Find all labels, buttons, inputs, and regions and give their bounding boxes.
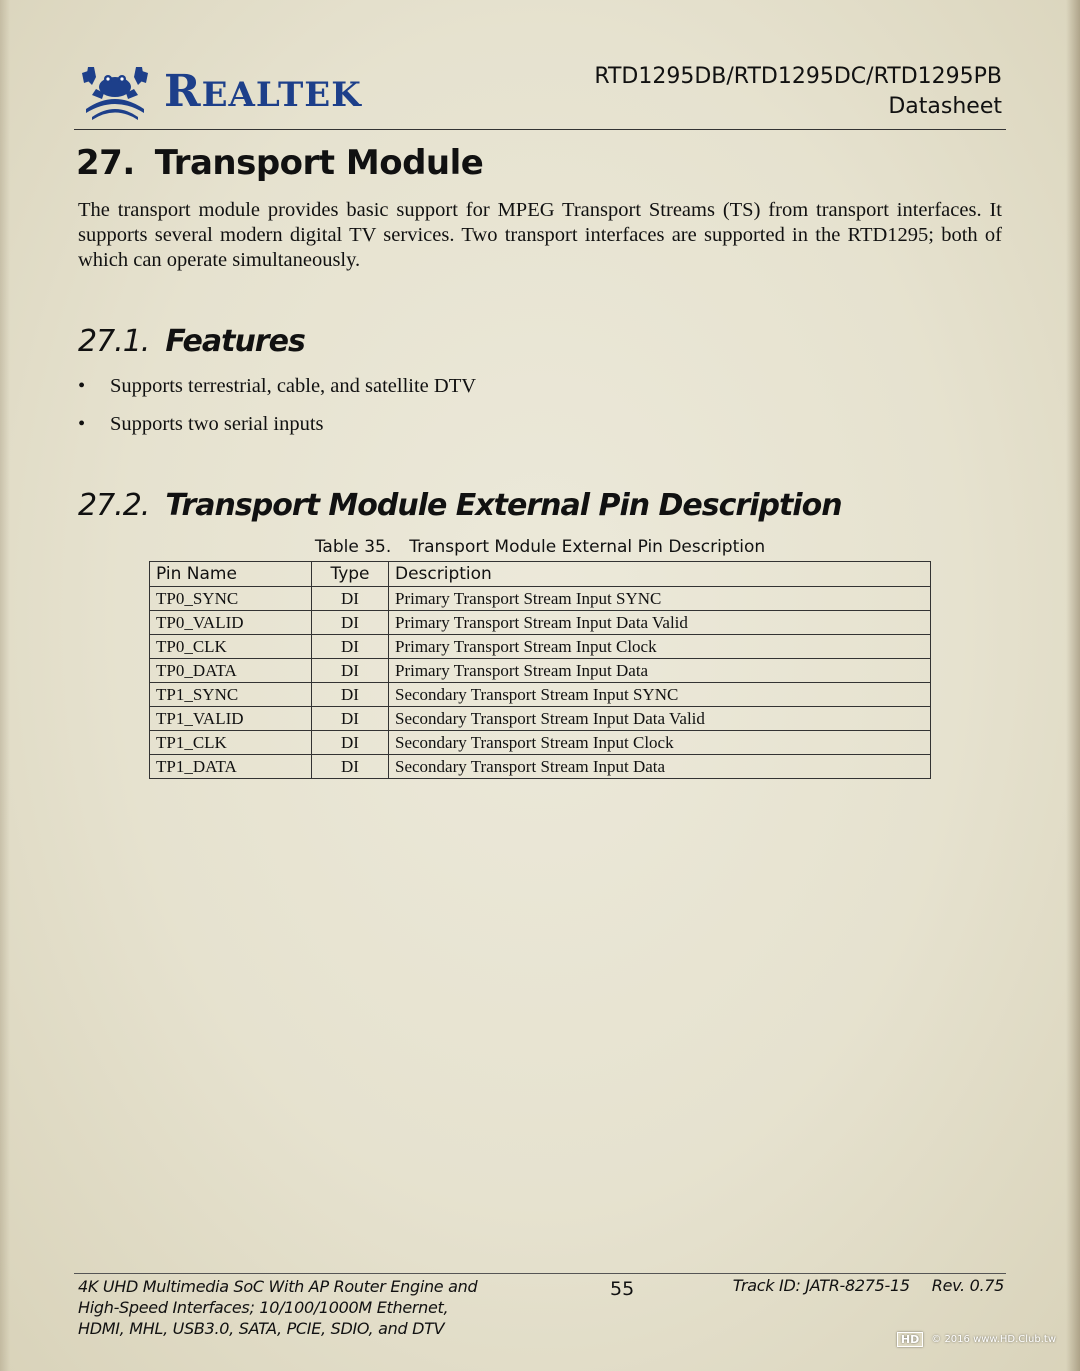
table-row — [150, 755, 931, 779]
track-id: Track ID: JATR-8275-15 — [732, 1276, 910, 1295]
pin-type-cell: DI — [312, 755, 389, 779]
footer-divider — [74, 1273, 1006, 1274]
realtek-logo — [80, 62, 362, 122]
section-title: Transport Module — [154, 143, 484, 183]
pin-type-cell: DI — [312, 659, 389, 683]
pin-name-cell: TP1_CLK — [150, 731, 312, 755]
pin-description-cell: Secondary Transport Stream Input SYNC — [389, 683, 931, 707]
pin-description-cell: Secondary Transport Stream Input Data — [389, 755, 931, 779]
pin-type-cell: DI — [312, 611, 389, 635]
table-row — [150, 731, 931, 755]
pin-description-cell: Primary Transport Stream Input Data — [389, 659, 931, 683]
pin-description-cell: Primary Transport Stream Input SYNC — [389, 587, 931, 611]
table-row — [150, 611, 931, 635]
watermark-text: © 2016 www.HD.Club.tw — [931, 1334, 1056, 1345]
footer-product-description: 4K UHD Multimedia SoC With AP Router Engine and High-Speed Interfaces; 10/100/1000M Ethernet, HDMI, MHL, USB3.0, SATA, PCIE, SDIO, and DTV — [78, 1277, 478, 1338]
pin-type-cell: DI — [312, 731, 389, 755]
doc-models: RTD1295DB/RTD1295DC/RTD1295PB — [594, 64, 1002, 89]
pin-description-heading: 27.2. Transport Module External Pin Description — [78, 488, 842, 523]
realtek-crab-logo-icon — [80, 63, 150, 121]
hdclub-logo-icon: HD — [897, 1332, 923, 1347]
pin-description-title: Transport Module External Pin Description — [165, 488, 842, 523]
table-row — [150, 707, 931, 731]
pin-name-cell: TP1_DATA — [150, 755, 312, 779]
pin-description-cell: Primary Transport Stream Input Data Valid — [389, 611, 931, 635]
document-title — [594, 62, 1002, 122]
pin-type-cell: DI — [312, 587, 389, 611]
pin-description-cell: Primary Transport Stream Input Clock — [389, 635, 931, 659]
watermark — [897, 1332, 1056, 1347]
bullet-icon: • — [78, 413, 86, 435]
page-header — [74, 58, 1006, 130]
pin-type-cell: DI — [312, 683, 389, 707]
features-heading: 27.1. Features — [78, 324, 305, 359]
pin-name-cell: TP0_DATA — [150, 659, 312, 683]
realtek-wordmark: REALTEK — [164, 66, 362, 117]
pin-name-cell: TP1_SYNC — [150, 683, 312, 707]
pin-name-cell: TP1_VALID — [150, 707, 312, 731]
table-row — [150, 635, 931, 659]
bullet-icon: • — [78, 375, 86, 397]
doc-type: Datasheet — [888, 94, 1002, 119]
page-number: 55 — [610, 1278, 635, 1300]
table-header-row — [150, 562, 931, 587]
revision: Rev. 0.75 — [931, 1276, 1004, 1295]
table-row — [150, 683, 931, 707]
page-edge-shadow-left — [0, 0, 10, 1371]
pin-description-cell: Secondary Transport Stream Input Clock — [389, 731, 931, 755]
list-item: • Supports two serial inputs — [78, 413, 324, 435]
features-list — [78, 373, 476, 449]
column-header-description: Description — [389, 562, 931, 587]
table-row — [150, 659, 931, 683]
section-heading: 27. Transport Module — [76, 143, 484, 183]
pin-description-cell: Secondary Transport Stream Input Data Valid — [389, 707, 931, 731]
pin-name-cell: TP0_SYNC — [150, 587, 312, 611]
list-item: • Supports terrestrial, cable, and satellite DTV — [78, 375, 477, 397]
features-title: Features — [165, 324, 305, 359]
table-row — [150, 587, 931, 611]
section-intro: The transport module provides basic support for MPEG Transport Streams (TS) from transport interfaces. It supports several modern digital TV services. Two transport interfaces are supported in the RTD1295; both of which can operate simultaneously. — [78, 199, 1002, 271]
column-header-pin-name: Pin Name — [150, 562, 312, 587]
pin-type-cell: DI — [312, 635, 389, 659]
column-header-type: Type — [312, 562, 389, 587]
table-caption: Table 35. Transport Module External Pin Description — [314, 537, 766, 557]
footer-track-info — [733, 1276, 1004, 1295]
pin-table — [149, 561, 931, 779]
pin-name-cell: TP0_VALID — [150, 611, 312, 635]
header-divider — [74, 129, 1006, 130]
page-edge-shadow-right — [1066, 0, 1080, 1371]
pin-type-cell: DI — [312, 707, 389, 731]
pin-name-cell: TP0_CLK — [150, 635, 312, 659]
